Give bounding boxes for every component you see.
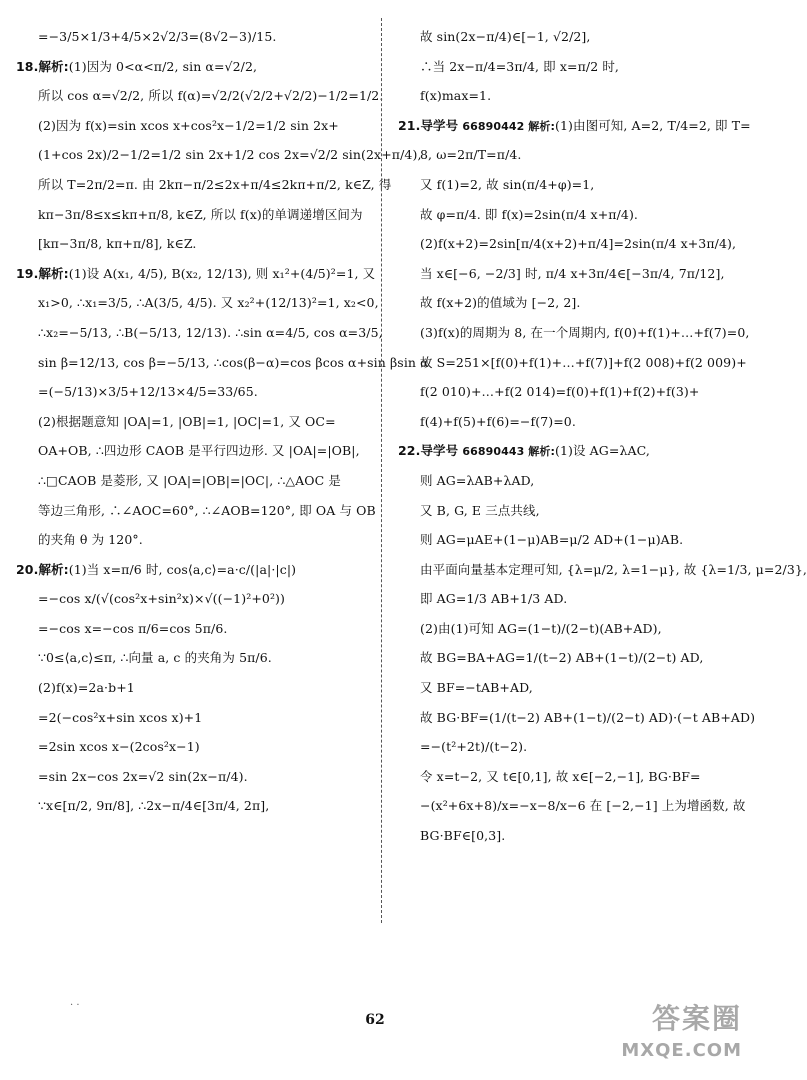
line-text: f(x)max=1.	[420, 88, 492, 104]
solution-line	[16, 348, 429, 378]
solution-line	[398, 673, 738, 703]
solution-line	[16, 288, 378, 318]
line-text: 又 f(1)=2, 故 sin(π/4+φ)=1,	[420, 176, 595, 192]
watermark-url: MXQE.COM	[621, 1040, 742, 1061]
line-text: −(x²+6x+8)/x=−x−8/x−6 在 [−2,−1] 上为增函数, 故	[420, 798, 746, 814]
solution-line	[398, 318, 750, 348]
right-column	[398, 22, 807, 851]
solution-line	[16, 407, 378, 437]
solution-line	[398, 791, 746, 821]
line-text: =2sin xcos x−(2cos²x−1)	[38, 739, 200, 755]
line-text: ∴□CAOB 是菱形, 又 |OA|=|OB|=|OC|, ∴△AOC 是	[38, 472, 341, 488]
line-text: 故 sin(2x−π/4)∈[−1, √2/2],	[420, 29, 591, 44]
line-text: 当 x∈[−6, −2/3] 时, π/4 x+3π/4∈[−3π/4, 7π/12],	[420, 265, 725, 281]
solution-line	[16, 584, 378, 614]
watermark-logo	[592, 1000, 742, 1072]
line-text: 8, ω=2π/T=π/4.	[420, 147, 522, 163]
line-text: 又 BF=−tAB+AD,	[420, 680, 533, 696]
page-number: 62	[365, 1012, 385, 1028]
line-text: OA+OB, ∴四边形 CAOB 是平行四边形. 又 |OA|=|OB|,	[38, 443, 360, 459]
line-text: 则 AG=λAB+λAD,	[420, 472, 535, 488]
solution-line	[16, 81, 384, 111]
solution-line	[398, 140, 738, 170]
solution-line	[16, 377, 378, 407]
solution-line	[16, 436, 378, 466]
line-text: =−cos x/(√(cos²x+sin²x)×√((−1)²+0²))	[38, 591, 286, 607]
solution-line	[16, 259, 378, 289]
question-label: 18.解析:	[16, 58, 69, 74]
solution-line	[16, 673, 378, 703]
line-text: (1)设 A(x₁, 4/5), B(x₂, 12/13), 则 x₁²+(4/5)²=1, 又	[68, 265, 376, 281]
solution-line	[398, 170, 738, 200]
solution-line	[398, 555, 807, 585]
line-text: kπ−3π/8≤x≤kπ+π/8, k∈Z, 所以 f(x)的单调递增区间为	[38, 206, 363, 222]
solution-line	[16, 22, 378, 52]
line-text: 故 φ=π/4. 即 f(x)=2sin(π/4 x+π/4).	[420, 206, 639, 222]
solution-line	[398, 643, 738, 673]
line-text: 的夹角 θ 为 120°.	[38, 532, 143, 548]
line-text: (2)f(x+2)=2sin[π/4(x+2)+π/4]=2sin(π/4 x+3π/4),	[420, 236, 737, 252]
question-label: 21.导学号	[398, 117, 459, 133]
line-text: f(4)+f(5)+f(6)=−f(7)=0.	[420, 413, 576, 429]
solution-line	[398, 703, 756, 733]
solution-line	[16, 791, 378, 821]
line-text: (1+cos 2x)/2−1/2=1/2 sin 2x+1/2 cos 2x=√2/2 sin(2x+π/4),	[38, 147, 422, 163]
line-text: 等边三角形, ∴∠AOC=60°, ∴∠AOB=120°, 即 OA 与 OB	[38, 502, 376, 518]
line-text: 故 BG=BA+AG=1/(t−2) AB+(1−t)/(2−t) AD,	[420, 650, 704, 666]
line-text: x₁>0, ∴x₁=3/5, ∴A(3/5, 4/5). 又 x₂²+(12/13)²=1, x₂<0,	[38, 295, 379, 311]
solution-line	[16, 111, 378, 141]
line-text: f(2 010)+…+f(2 014)=f(0)+f(1)+f(2)+f(3)+	[420, 384, 700, 400]
watermark-text: 答案圈	[651, 1002, 742, 1035]
solution-line	[16, 229, 378, 259]
line-text: ∵0≤⟨a,c⟩≤π, ∴向量 a, c 的夹角为 5π/6.	[38, 650, 272, 666]
line-text: =2(−cos²x+sin xcos x)+1	[38, 709, 203, 725]
column-divider	[381, 18, 382, 923]
solution-line	[398, 259, 738, 289]
solution-line	[398, 466, 738, 496]
line-text: (1)设 AG=λAC,	[555, 443, 650, 459]
solution-line	[16, 643, 378, 673]
line-text: =−(t²+2t)/(t−2).	[420, 739, 528, 755]
line-text: (2)f(x)=2a·b+1	[38, 680, 135, 696]
solution-line	[398, 52, 738, 82]
line-text: =−cos x=−cos π/6=cos 5π/6.	[38, 620, 228, 636]
line-text: (1)当 x=π/6 时, cos⟨a,c⟩=a·c/(|a|·|c|)	[68, 561, 297, 577]
solution-line	[398, 200, 738, 230]
solution-line	[16, 318, 383, 348]
solution-line	[16, 140, 422, 170]
solution-line	[16, 703, 378, 733]
solution-line	[398, 81, 738, 111]
line-text: 故 BG·BF=(1/(t−2) AB+(1−t)/(2−t) AD)·(−t AB+AD)	[420, 709, 756, 725]
line-text: 故 f(x+2)的值域为 [−2, 2].	[420, 295, 581, 311]
line-text: BG·BF∈[0,3].	[420, 828, 506, 844]
solution-line	[398, 821, 738, 851]
line-text: 所以 T=2π/2=π. 由 2kπ−π/2≤2x+π/4≤2kπ+π/2, k∈Z, 得	[38, 176, 392, 192]
question-label: 20.解析:	[16, 561, 69, 577]
line-text: (1)因为 0<α<π/2, sin α=√2/2,	[68, 58, 258, 74]
line-text: =(−5/13)×3/5+12/13×4/5=33/65.	[38, 384, 258, 400]
solution-line	[16, 555, 378, 585]
line-text: 令 x=t−2, 又 t∈[0,1], 故 x∈[−2,−1], BG·BF=	[420, 768, 701, 784]
solution-line	[398, 377, 738, 407]
line-text: 即 AG=1/3 AB+1/3 AD.	[420, 591, 568, 607]
line-text: ∵x∈[π/2, 9π/8], ∴2x−π/4∈[3π/4, 2π],	[38, 798, 270, 814]
solution-line	[16, 496, 378, 526]
question-label: 19.解析:	[16, 265, 69, 281]
line-text: (2)根据题意知 |OA|=1, |OB|=1, |OC|=1, 又 OC=	[38, 413, 336, 429]
question-code: 66890442 解析:	[462, 119, 555, 133]
solution-line	[398, 762, 738, 792]
solution-line	[398, 22, 738, 52]
line-text: 所以 cos α=√2/2, 所以 f(α)=√2/2(√2/2+√2/2)−1/2=1/2.	[38, 88, 384, 104]
solution-line	[16, 762, 378, 792]
solution-line	[398, 348, 747, 378]
line-text: 由平面向量基本定理可知, {λ=μ/2, λ=1−μ}, 故 {λ=1/3, μ=2/3},	[420, 561, 807, 577]
margin-dots: · ·	[70, 1000, 80, 1011]
solution-line	[398, 525, 738, 555]
solution-line	[398, 111, 751, 141]
line-text: ∴x₂=−5/13, ∴B(−5/13, 12/13). ∴sin α=4/5, cos α=3/5,	[38, 324, 383, 340]
line-text: [kπ−3π/8, kπ+π/8], k∈Z.	[38, 236, 197, 252]
line-text: =sin 2x−cos 2x=√2 sin(2x−π/4).	[38, 768, 248, 784]
line-text: 又 B, G, E 三点共线,	[420, 502, 540, 518]
question-label: 22.导学号	[398, 443, 459, 459]
solution-line	[16, 614, 378, 644]
solution-line	[398, 496, 738, 526]
line-text: 则 AG=μAE+(1−μ)AB=μ/2 AD+(1−μ)AB.	[420, 532, 684, 548]
solution-line	[398, 732, 738, 762]
line-text: sin β=12/13, cos β=−5/13, ∴cos(β−α)=cos βcos α+sin βsin α	[38, 354, 429, 370]
solution-line	[16, 52, 378, 82]
solution-line	[16, 170, 392, 200]
line-text: ∴当 2x−π/4=3π/4, 即 x=π/2 时,	[420, 58, 620, 74]
solution-line	[16, 525, 378, 555]
solution-line	[398, 288, 738, 318]
solution-line	[398, 614, 738, 644]
line-text: 故 S=251×[f(0)+f(1)+…+f(7)]+f(2 008)+f(2 009)+	[420, 354, 747, 370]
solution-line	[16, 466, 378, 496]
solution-line	[398, 229, 738, 259]
line-text: =−3/5×1/3+4/5×2√2/3=(8√2−3)/15.	[38, 29, 277, 44]
solution-line	[398, 436, 738, 466]
solution-line	[398, 407, 738, 437]
line-text: (2)由(1)可知 AG=(1−t)/(2−t)(AB+AD),	[420, 620, 662, 636]
solution-line	[16, 200, 378, 230]
solution-line	[16, 732, 378, 762]
line-text: (2)因为 f(x)=sin xcos x+cos²x−1/2=1/2 sin 2x+	[38, 117, 339, 133]
solution-line	[398, 584, 738, 614]
line-text: (1)由图可知, A=2, T/4=2, 即 T=	[555, 117, 751, 133]
question-code: 66890443 解析:	[462, 445, 555, 459]
line-text: (3)f(x)的周期为 8, 在一个周期内, f(0)+f(1)+…+f(7)=0,	[420, 324, 750, 340]
